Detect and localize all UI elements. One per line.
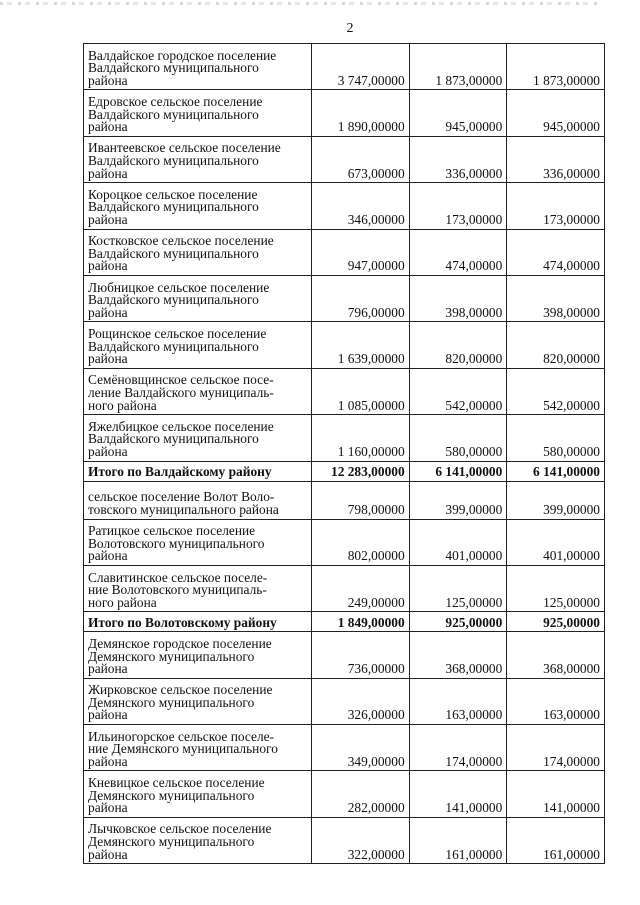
table-row [84,771,605,817]
total-amount-cell: 249,00000 [312,565,410,611]
table-row [84,481,605,519]
settlement-name: Валдайское городское поселение Валдайского муниципального района [88,47,277,88]
settlement-name: сельское поселение Волот Воло- товского муниципального района [88,489,279,517]
page-number: 2 [346,21,354,36]
settlement-name-cell [84,415,312,461]
settlement-name: Рощинское сельское поселение Валдайского муниципального района [88,325,267,367]
settlement-name: Яжелбицкое сельское поселение Валдайского муниципального района [88,418,274,459]
settlement-name: Любницкое сельское поселение Валдайского муниципального района [88,279,270,320]
settlement-name-cell [84,519,312,565]
settlement-name-cell [84,632,312,678]
first-half-amount-cell: 820,00000 [409,322,507,368]
settlement-name: Итого по Валдайскому району [88,463,272,479]
second-half-amount-cell: 820,00000 [507,322,605,368]
table-row [84,725,605,771]
first-half-amount-cell: 401,00000 [409,519,507,565]
table-row [84,632,605,678]
scan-artifact-line [0,2,600,5]
settlement-name: Демянское городское поселение Демянского муниципального района [88,635,272,677]
second-half-amount-cell: 580,00000 [507,415,605,461]
second-half-amount-cell: 398,00000 [507,275,605,321]
total-amount-cell: 326,00000 [312,678,410,724]
settlement-name-cell [84,481,312,519]
total-amount-cell: 947,00000 [312,229,410,275]
total-amount-cell: 736,00000 [312,632,410,678]
settlement-name-cell [84,322,312,368]
first-half-amount-cell: 398,00000 [409,275,507,321]
settlement-name-cell [84,461,312,481]
second-half-amount-cell: 925,00000 [507,612,605,632]
settlement-name-cell [84,275,312,321]
second-half-amount-cell: 163,00000 [507,678,605,724]
table-row [84,368,605,414]
settlement-name: Семёновщинское сельское посе- ление Валдайского муниципаль- ного района [88,372,274,413]
second-half-amount-cell: 141,00000 [507,771,605,817]
first-half-amount-cell: 542,00000 [409,368,507,414]
settlement-name-cell [84,368,312,414]
settlement-name: Лычковское сельское поселение Демянского муниципального района [88,821,272,862]
first-half-amount-cell: 141,00000 [409,771,507,817]
settlement-name: Короцкое сельское поселение Валдайского муниципального района [88,186,259,227]
settlement-name-cell [84,565,312,611]
total-amount-cell: 12 283,00000 [312,461,410,481]
settlement-name-cell [84,817,312,863]
first-half-amount-cell: 173,00000 [409,183,507,229]
first-half-amount-cell: 368,00000 [409,632,507,678]
total-amount-cell: 1 160,00000 [312,415,410,461]
settlement-name-cell [84,90,312,136]
second-half-amount-cell: 368,00000 [507,632,605,678]
total-amount-cell: 1 085,00000 [312,368,410,414]
second-half-amount-cell: 542,00000 [507,368,605,414]
table-row [84,678,605,724]
first-half-amount-cell: 580,00000 [409,415,507,461]
settlement-name: Кневицкое сельское поселение Демянского муниципального района [88,775,265,816]
table-row [84,44,605,90]
table-row [84,183,605,229]
total-amount-cell: 322,00000 [312,817,410,863]
table-row [84,519,605,565]
total-amount-cell: 3 747,00000 [312,44,410,90]
settlement-name: Едровское сельское поселение Валдайского муниципального района [88,94,263,135]
second-half-amount-cell: 161,00000 [507,817,605,863]
settlement-name-cell [84,771,312,817]
total-amount-cell: 798,00000 [312,481,410,519]
settlement-name-cell [84,136,312,182]
total-amount-cell: 282,00000 [312,771,410,817]
second-half-amount-cell: 336,00000 [507,136,605,182]
second-half-amount-cell: 6 141,00000 [507,461,605,481]
second-half-amount-cell: 401,00000 [507,519,605,565]
second-half-amount-cell: 945,00000 [507,90,605,136]
settlement-name: Ильиногорское сельское поселе- ние Демянского муниципального района [88,728,278,769]
first-half-amount-cell: 174,00000 [409,725,507,771]
second-half-amount-cell: 399,00000 [507,481,605,519]
table-row [84,415,605,461]
settlement-name-cell [84,183,312,229]
first-half-amount-cell: 125,00000 [409,565,507,611]
total-amount-cell: 1 890,00000 [312,90,410,136]
settlement-name-cell [84,725,312,771]
table-row [84,817,605,863]
second-half-amount-cell: 174,00000 [507,725,605,771]
first-half-amount-cell: 1 873,00000 [409,44,507,90]
table-row [84,136,605,182]
first-half-amount-cell: 336,00000 [409,136,507,182]
first-half-amount-cell: 945,00000 [409,90,507,136]
table-body [84,44,605,864]
total-amount-cell: 796,00000 [312,275,410,321]
first-half-amount-cell: 161,00000 [409,817,507,863]
total-amount-cell: 802,00000 [312,519,410,565]
settlement-name: Ивантеевское сельское поселение Валдайского муниципального района [88,140,281,181]
total-row [84,461,605,481]
settlement-name: Жирковское сельское поселение Демянского муниципального района [88,682,273,723]
table-row [84,565,605,611]
settlement-name-cell [84,229,312,275]
table-row [84,90,605,136]
total-amount-cell: 1 639,00000 [312,322,410,368]
settlement-name-cell [84,612,312,632]
second-half-amount-cell: 474,00000 [507,229,605,275]
table-row [84,275,605,321]
allocation-table [83,43,605,864]
settlement-name: Итого по Волотовскому району [88,614,277,630]
first-half-amount-cell: 6 141,00000 [409,461,507,481]
first-half-amount-cell: 474,00000 [409,229,507,275]
first-half-amount-cell: 399,00000 [409,481,507,519]
total-row [84,612,605,632]
first-half-amount-cell: 925,00000 [409,612,507,632]
settlement-name-cell [84,678,312,724]
settlement-name: Славитинское сельское поселе- ние Волотовского муниципаль- ного района [88,569,268,610]
total-amount-cell: 1 849,00000 [312,612,410,632]
total-amount-cell: 349,00000 [312,725,410,771]
second-half-amount-cell: 173,00000 [507,183,605,229]
settlement-name-cell [84,44,312,90]
settlement-name: Ратицкое сельское поселение Волотовского муниципального района [88,523,265,564]
table-row [84,229,605,275]
table-row [84,322,605,368]
total-amount-cell: 346,00000 [312,183,410,229]
second-half-amount-cell: 1 873,00000 [507,44,605,90]
total-amount-cell: 673,00000 [312,136,410,182]
second-half-amount-cell: 125,00000 [507,565,605,611]
first-half-amount-cell: 163,00000 [409,678,507,724]
settlement-name: Костковское сельское поселение Валдайского муниципального района [88,233,274,274]
